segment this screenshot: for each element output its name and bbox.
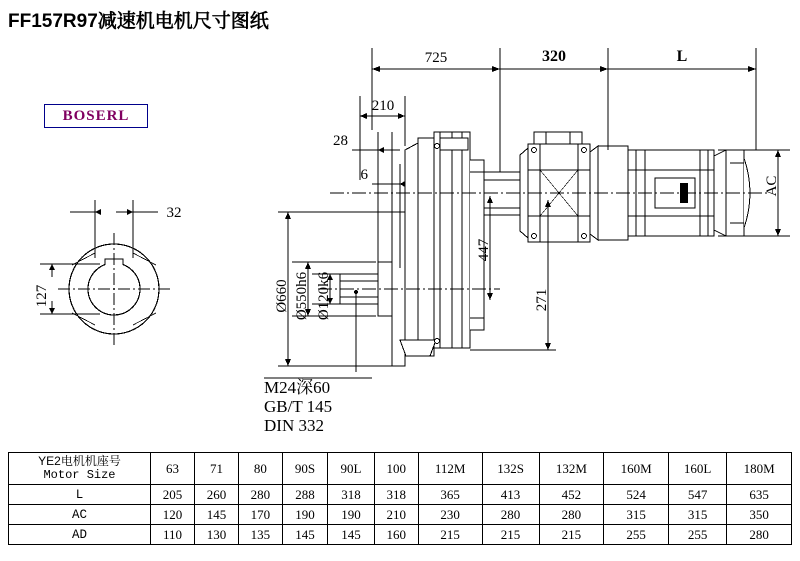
table-header-row <box>9 453 792 485</box>
dimension-table <box>8 452 792 545</box>
table-cell: 170 <box>238 505 282 525</box>
page-title: FF157R97减速机电机尺寸图纸 <box>8 11 269 32</box>
table-cell: 350 <box>727 505 792 525</box>
table-header-cell: 63 <box>151 453 195 485</box>
table-cell: 280 <box>482 505 539 525</box>
table-cell: 210 <box>374 505 418 525</box>
table-cell: 215 <box>418 525 482 545</box>
label-550: Ø550h6 <box>294 271 310 321</box>
table-cell: 452 <box>539 485 604 505</box>
left-end-view <box>58 233 170 345</box>
table-row <box>9 485 792 505</box>
label-210: 210 <box>371 98 395 114</box>
table-cell: 215 <box>482 525 539 545</box>
table-cell: 413 <box>482 485 539 505</box>
dim-6 <box>372 164 405 268</box>
table-header-cell: 180M <box>727 453 792 485</box>
table-header-cell: 160L <box>668 453 726 485</box>
note-line-1: M24深60 <box>264 378 331 397</box>
table-header-cell: 100 <box>374 453 418 485</box>
table-cell: 318 <box>328 485 375 505</box>
table-cell: 145 <box>282 525 327 545</box>
label-6: 6 <box>360 167 368 183</box>
table-cell: 318 <box>374 485 418 505</box>
label-28: 28 <box>333 133 348 149</box>
label-320: 320 <box>542 48 566 65</box>
table-cell: 280 <box>727 525 792 545</box>
table-header-cell: 132S <box>482 453 539 485</box>
header-label-en: Motor Size <box>43 467 116 482</box>
table-cell: 230 <box>418 505 482 525</box>
label-447: 447 <box>476 238 492 262</box>
table-cell: 215 <box>539 525 604 545</box>
table-cell: 365 <box>418 485 482 505</box>
gearbox-housing <box>400 132 520 356</box>
table-cell: 205 <box>151 485 195 505</box>
table-row <box>9 505 792 525</box>
table-cell: 260 <box>194 485 238 505</box>
row-label: AD <box>9 525 151 545</box>
label-127: 127 <box>34 284 50 308</box>
table-cell: 190 <box>328 505 375 525</box>
table-cell: 135 <box>238 525 282 545</box>
table-header-cell: 112M <box>418 453 482 485</box>
table-cell: 145 <box>194 505 238 525</box>
table-cell: 524 <box>604 485 669 505</box>
table-cell: 110 <box>151 525 195 545</box>
table-cell: 315 <box>668 505 726 525</box>
header-label-cn: YE2电机机座号 <box>38 453 121 468</box>
table-cell: 255 <box>604 525 669 545</box>
table-cell: 635 <box>727 485 792 505</box>
table-row <box>9 525 792 545</box>
table-cell: 145 <box>328 525 375 545</box>
row-label: L <box>9 485 151 505</box>
label-725: 725 <box>424 50 448 66</box>
row-label: AC <box>9 505 151 525</box>
table-header-label <box>9 453 151 485</box>
table-cell: 130 <box>194 525 238 545</box>
adapter-housing <box>520 132 590 242</box>
table-cell: 280 <box>539 505 604 525</box>
label-271: 271 <box>534 288 550 312</box>
table-cell: 255 <box>668 525 726 545</box>
table-cell: 315 <box>604 505 669 525</box>
brand-logo: BOSERL <box>44 104 148 128</box>
table-header-cell: 90L <box>328 453 375 485</box>
table-cell: 190 <box>282 505 327 525</box>
table-header-cell: 90S <box>282 453 327 485</box>
table-header-cell: 80 <box>238 453 282 485</box>
table-header-cell: 71 <box>194 453 238 485</box>
table-cell: 288 <box>282 485 327 505</box>
note-line-3: DIN 332 <box>264 416 324 435</box>
table-header-cell: 132M <box>539 453 604 485</box>
table-header-cell: 160M <box>604 453 669 485</box>
table-cell: 160 <box>374 525 418 545</box>
label-32: 32 <box>166 205 182 221</box>
note-line-2: GB/T 145 <box>264 397 333 416</box>
label-660: Ø660 <box>274 279 290 313</box>
table-cell: 547 <box>668 485 726 505</box>
table-cell: 280 <box>238 485 282 505</box>
label-AC: AC <box>764 175 780 197</box>
label-120: Ø120k6 <box>316 271 332 321</box>
label-L: L <box>676 48 688 65</box>
table-cell: 120 <box>151 505 195 525</box>
